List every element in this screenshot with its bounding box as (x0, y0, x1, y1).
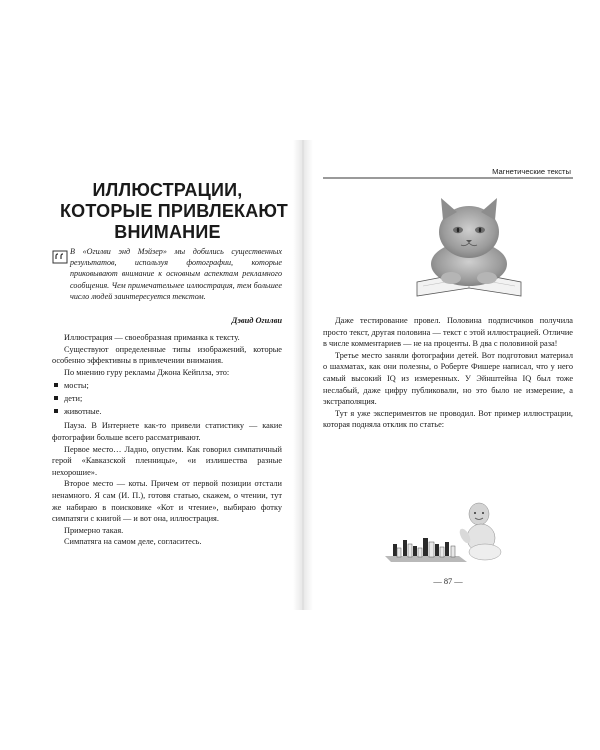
paragraph: Примерно такая. (64, 525, 124, 535)
left-page (40, 150, 288, 600)
paragraph: По мнению гуру рекламы Джона Кейплза, это: (64, 367, 230, 377)
epigraph: В «Огилви энд Мэйзер» мы добились существенных результатов, используя фотографии, которые приковывают внимание к основным аспектам рекламного сообщения. Чем примечательнее иллюстрация, тем большее число людей заинтересуется текстом. (70, 247, 282, 301)
paragraph: Симпатяга на самом деле, согласитесь. (64, 537, 202, 547)
chapter-title (60, 180, 288, 243)
cat-with-book-photo (409, 184, 529, 304)
book-gutter (293, 140, 313, 610)
baby-with-chess-photo (381, 500, 521, 565)
list-item-text: мосты; (64, 381, 89, 391)
right-body-text (323, 315, 573, 431)
paragraph: Существуют определенные типы изображений, которые особенно эффективны в привлечении внимания. (52, 344, 282, 366)
book-spread (40, 150, 575, 600)
paragraph: Пауза. В Интернете как-то привели статистику — какие фотографии больше всего рассматривают. (52, 421, 282, 442)
paragraph: Второе место — коты. Причем от первой позиции отстали ненамного. Я сам (И. П.), готовя статью, скажем, о чтении, тут же набираю в поисковике «Кот и чтение», выбираю фотку симпатяги с книгой — и вот она, иллюстрация. (52, 479, 282, 524)
quote-mark-icon (52, 250, 68, 264)
chapter-title-line-3: ВНИМАНИЕ (114, 222, 221, 242)
list-item-text: дети; (64, 394, 83, 404)
bullet-list (52, 379, 282, 418)
right-page (323, 150, 573, 600)
bullet-icon (54, 396, 58, 400)
left-body-text (52, 332, 282, 548)
page-number: — 87 — (433, 577, 463, 586)
chapter-title-line-2: КОТОРЫЕ ПРИВЛЕКАЮТ (60, 201, 288, 221)
header-rule (323, 177, 573, 179)
paragraph: Иллюстрация — своеобразная приманка к тексту. (64, 333, 240, 342)
paragraph: Третье место заняли фотографии детей. Вот подготовил материал о шахматах, как они полезны, о Роберте Фишере написал, что у него самый высокий IQ из измеренных. У Эйнштейна IQ был тоже неслабый, даже цифру публиковали, но это было не измерение, а экстраполяция. (323, 350, 573, 407)
running-header-text: Магнетические тексты (488, 167, 571, 176)
list-item (52, 405, 282, 418)
epigraph-author: Дэвид Огилви (231, 316, 282, 325)
list-item-text: животные. (64, 407, 102, 417)
running-header (323, 168, 573, 180)
list-item (52, 392, 282, 405)
bullet-icon (54, 409, 58, 413)
bullet-icon (54, 383, 58, 387)
paragraph: Первое место… Ладно, опустим. Как говорил симпатичный герой «Кавказской пленницы», «и излишества разные нехорошие». (52, 444, 282, 477)
list-item (52, 379, 282, 392)
paragraph: Даже тестирование провел. Половина подписчиков получила просто текст, другая половина — текст с этой иллюстрацией. Отличие в числе комментариев — не на проценты. В два с половиной раза! (323, 316, 573, 349)
paragraph: Тут я уже экспериментов не проводил. Вот пример иллюстрации, которая подняла отклик по статье: (323, 408, 573, 430)
chapter-title-line-1: ИЛЛЮСТРАЦИИ, (92, 180, 243, 200)
